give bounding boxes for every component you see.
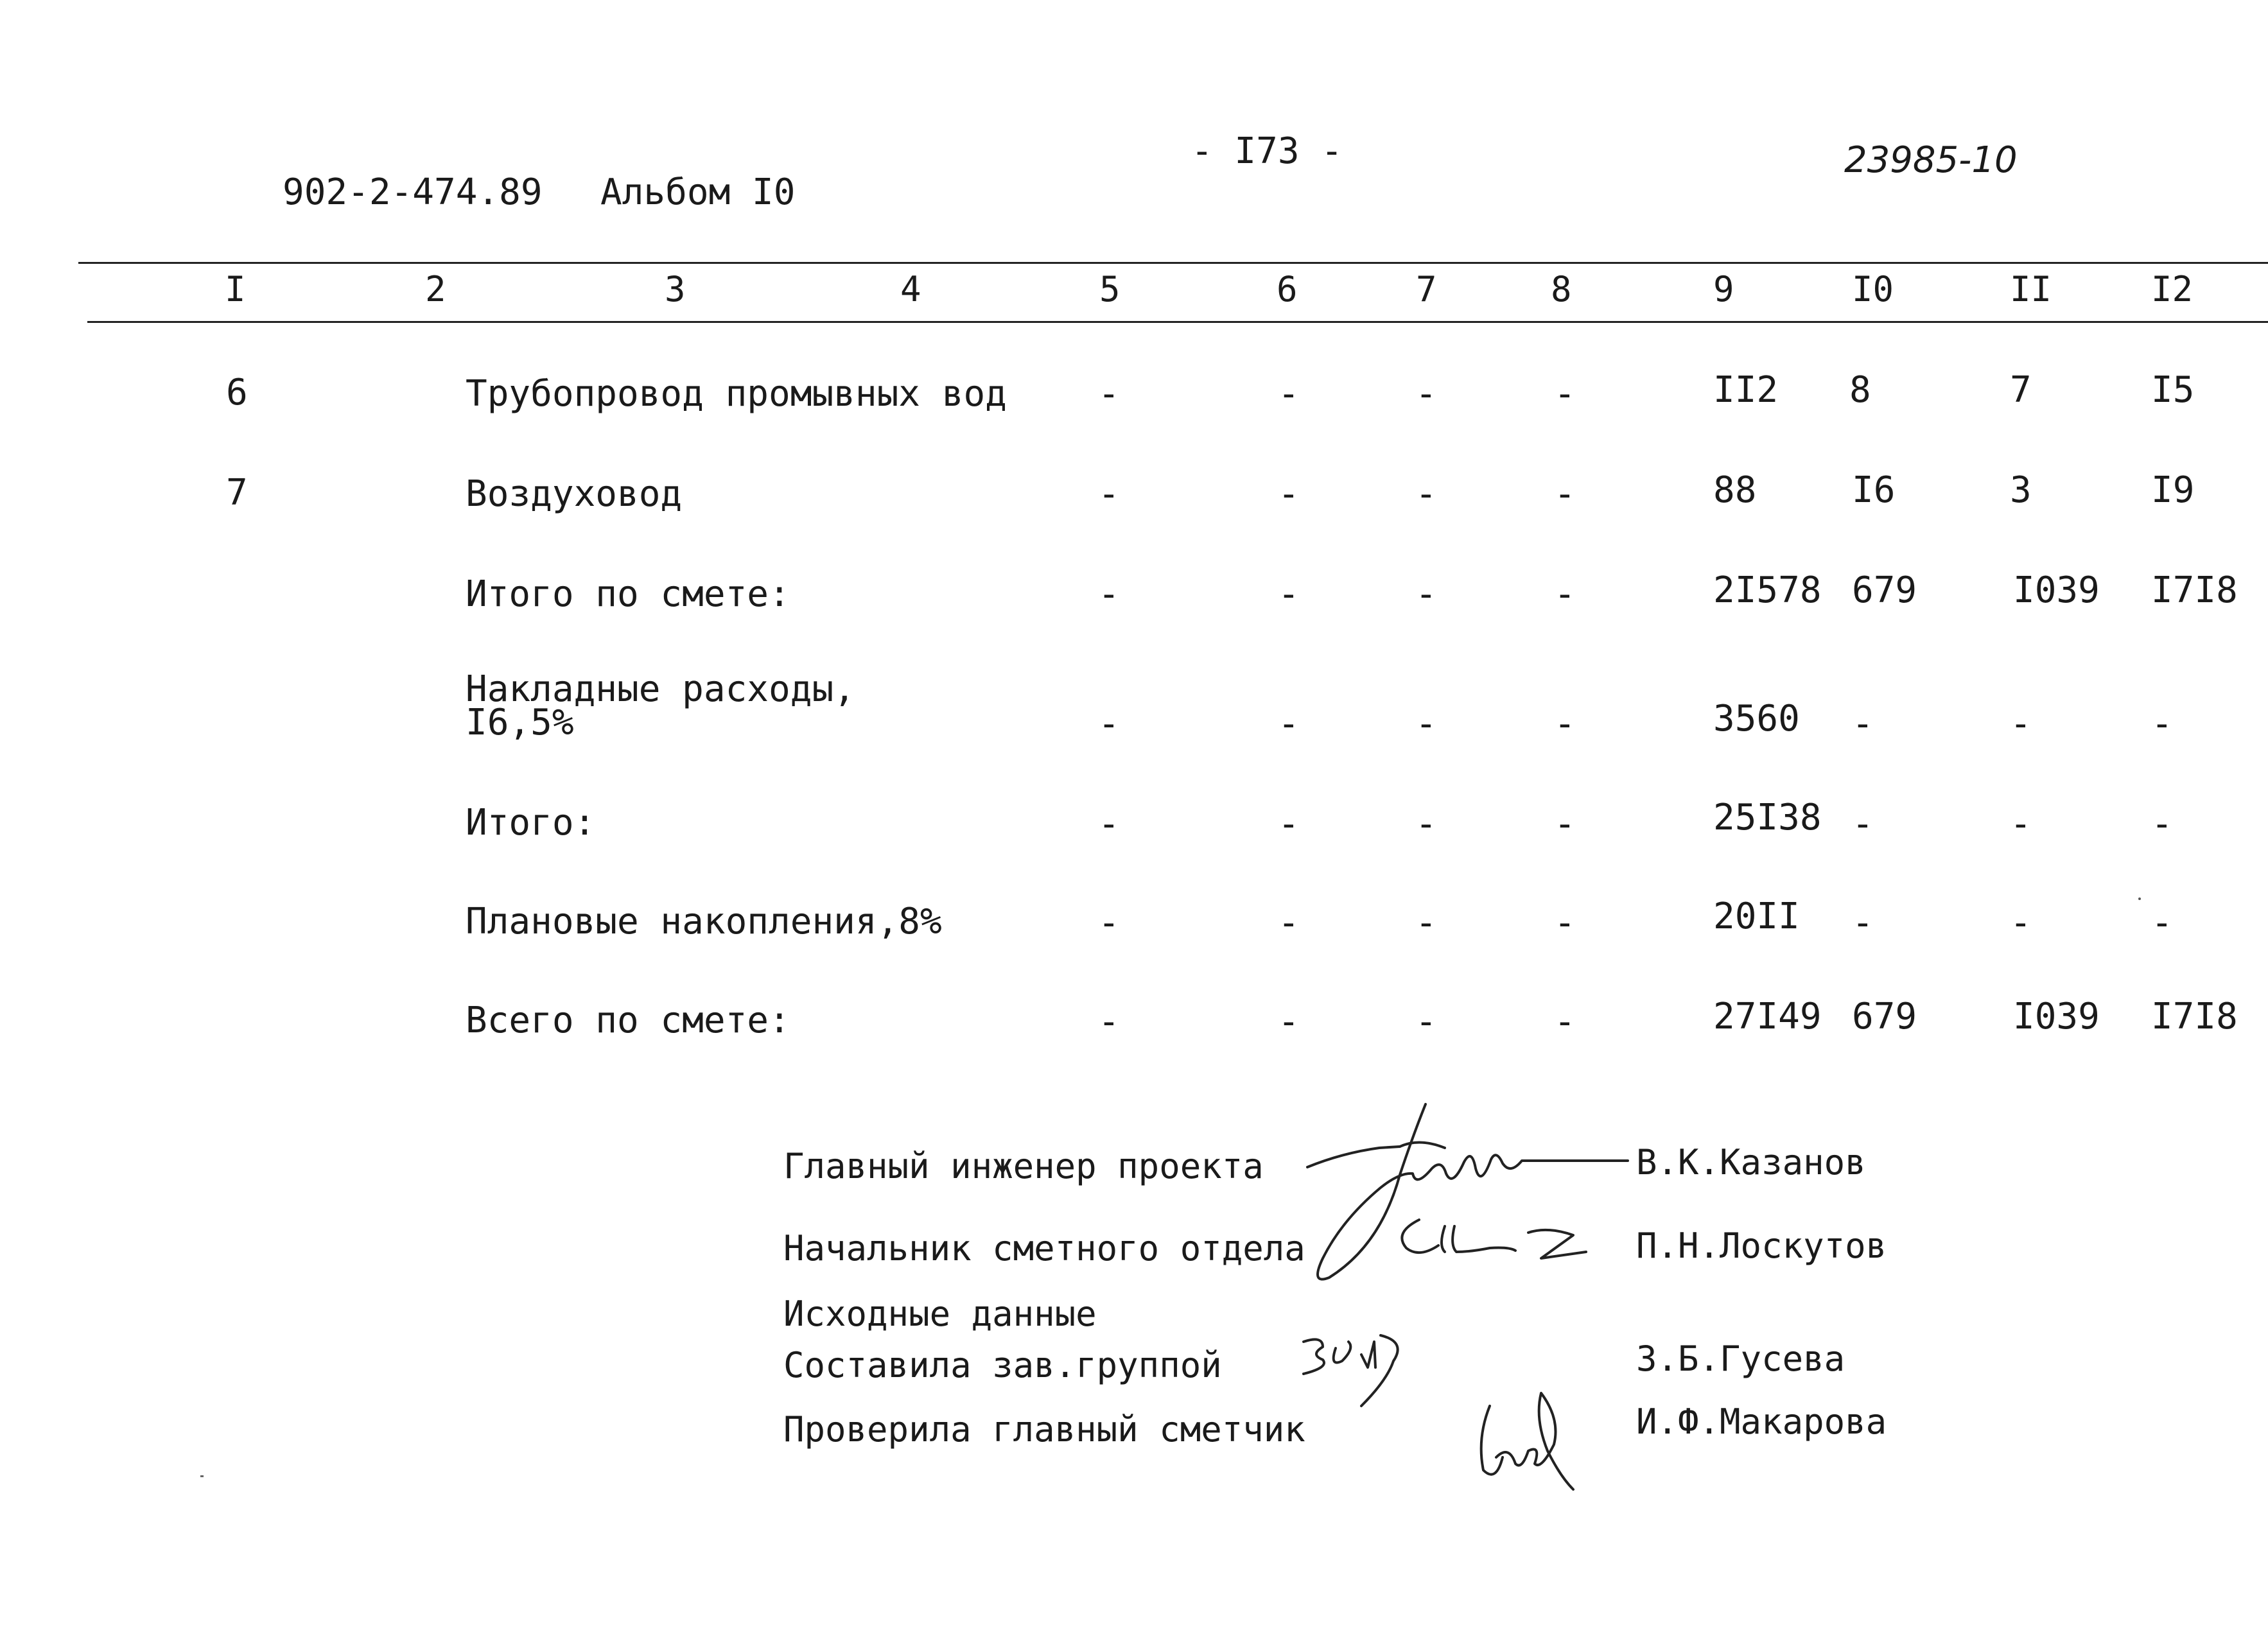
cell-col6: - <box>1278 573 1300 615</box>
cell-col5: - <box>1098 703 1120 745</box>
cell-col7: - <box>1415 573 1437 615</box>
cell-col12: - <box>2151 803 2173 845</box>
handwritten-signature-chief-estimator <box>1470 1380 1586 1489</box>
cell-col9: 88 <box>1713 469 1757 511</box>
cell-col7: - <box>1415 1001 1437 1043</box>
column-header: 5 <box>1099 269 1121 309</box>
signature-role: Начальник сметного отдела <box>783 1228 1305 1269</box>
cell-col12: - <box>2151 902 2173 944</box>
column-header: 7 <box>1416 269 1437 309</box>
cell-col10: 8 <box>1849 369 1871 411</box>
archive-number: 23985-10 <box>1844 139 2018 181</box>
column-header: I0 <box>1852 269 1894 309</box>
cell-col9: 3560 <box>1713 698 1800 740</box>
table-top-rule <box>78 262 2268 264</box>
cell-col5: - <box>1098 803 1120 845</box>
row-name: Трубопровод промывных вод <box>466 373 1007 415</box>
cell-col7: - <box>1415 473 1437 515</box>
row-name: Всего по смете: <box>466 1000 790 1041</box>
cell-col6: - <box>1278 803 1300 845</box>
album-label: Альбом I0 <box>600 171 796 213</box>
cell-col8: - <box>1554 573 1576 615</box>
cell-col5: - <box>1098 902 1120 944</box>
cell-col7: - <box>1415 902 1437 944</box>
row-name: Плановые накопления,8% <box>466 901 942 942</box>
cell-col5: - <box>1098 1001 1120 1043</box>
signature-person: П.Н.Лоскутов <box>1636 1226 1887 1266</box>
cell-col6: - <box>1278 1001 1300 1043</box>
cell-col10: 679 <box>1852 569 1917 611</box>
row-name-continuation: I6,5% <box>466 702 574 743</box>
signature-person: И.Ф.Макарова <box>1636 1401 1887 1442</box>
column-header: 9 <box>1713 269 1734 309</box>
cell-col9: 2I578 <box>1713 569 1822 611</box>
cell-col8: - <box>1554 473 1576 515</box>
cell-col9: 27I49 <box>1713 996 1822 1037</box>
cell-col12: I7I8 <box>2151 569 2238 611</box>
row-name: Воздуховод <box>466 473 683 515</box>
column-header: 4 <box>900 269 921 309</box>
signature-role: Исходные данные <box>783 1294 1097 1334</box>
cell-col6: - <box>1278 473 1300 515</box>
signature-role: Главный инженер проекта <box>783 1146 1264 1186</box>
signature-person: В.К.Казанов <box>1636 1142 1866 1183</box>
cell-col10: 679 <box>1852 996 1917 1037</box>
document-code: 902-2-474.89 <box>283 171 543 213</box>
column-header: 8 <box>1551 269 1572 309</box>
row-name: Накладные расходы, <box>466 668 855 710</box>
cell-col11: - <box>2010 902 2032 944</box>
cell-col12: I5 <box>2151 369 2195 411</box>
page-speck <box>200 1475 204 1477</box>
column-header: I2 <box>2151 269 2194 309</box>
handwritten-signature-group-head <box>1297 1322 1451 1412</box>
cell-col8: - <box>1554 902 1576 944</box>
cell-col8: - <box>1554 703 1576 745</box>
cell-col11: 3 <box>2010 469 2032 511</box>
column-header: I <box>225 269 246 309</box>
page-speck <box>2138 897 2141 900</box>
column-header: 6 <box>1277 269 1298 309</box>
cell-col11: 7 <box>2010 369 2032 411</box>
cell-col12: I7I8 <box>2151 996 2238 1037</box>
cell-col5: - <box>1098 373 1120 415</box>
cell-col11: - <box>2010 703 2032 745</box>
handwritten-signature-estimate-head <box>1381 1207 1612 1278</box>
column-header: 2 <box>425 269 446 309</box>
cell-col10: - <box>1852 902 1874 944</box>
cell-col9: II2 <box>1713 369 1779 411</box>
cell-col12: I9 <box>2151 469 2195 511</box>
cell-col6: - <box>1278 902 1300 944</box>
cell-col8: - <box>1554 803 1576 845</box>
cell-col10: I6 <box>1852 469 1896 511</box>
table-header-rule <box>87 321 2268 323</box>
column-header: 3 <box>665 269 686 309</box>
cell-col9: 25I38 <box>1713 797 1822 838</box>
cell-col10: - <box>1852 803 1874 845</box>
row-number: 7 <box>226 472 248 514</box>
signature-person: З.Б.Гусева <box>1636 1339 1845 1379</box>
column-header: II <box>2010 269 2052 309</box>
cell-col6: - <box>1278 703 1300 745</box>
cell-col9: 20II <box>1713 896 1800 937</box>
cell-col7: - <box>1415 803 1437 845</box>
cell-col5: - <box>1098 573 1120 615</box>
row-name: Итого по смете: <box>466 573 790 615</box>
cell-col11: - <box>2010 803 2032 845</box>
cell-col7: - <box>1415 703 1437 745</box>
signature-role: Составила зав.группой <box>783 1345 1222 1385</box>
cell-col7: - <box>1415 373 1437 415</box>
row-name: Итого: <box>466 802 596 844</box>
cell-col8: - <box>1554 373 1576 415</box>
cell-col12: - <box>2151 703 2173 745</box>
page-number: - I73 - <box>1191 130 1343 172</box>
cell-col5: - <box>1098 473 1120 515</box>
cell-col8: - <box>1554 1001 1576 1043</box>
cell-col11: I039 <box>2013 996 2100 1037</box>
signature-role: Проверила главный сметчик <box>783 1409 1305 1450</box>
cell-col11: I039 <box>2013 569 2100 611</box>
row-number: 6 <box>226 372 248 413</box>
cell-col10: - <box>1852 703 1874 745</box>
cell-col6: - <box>1278 373 1300 415</box>
